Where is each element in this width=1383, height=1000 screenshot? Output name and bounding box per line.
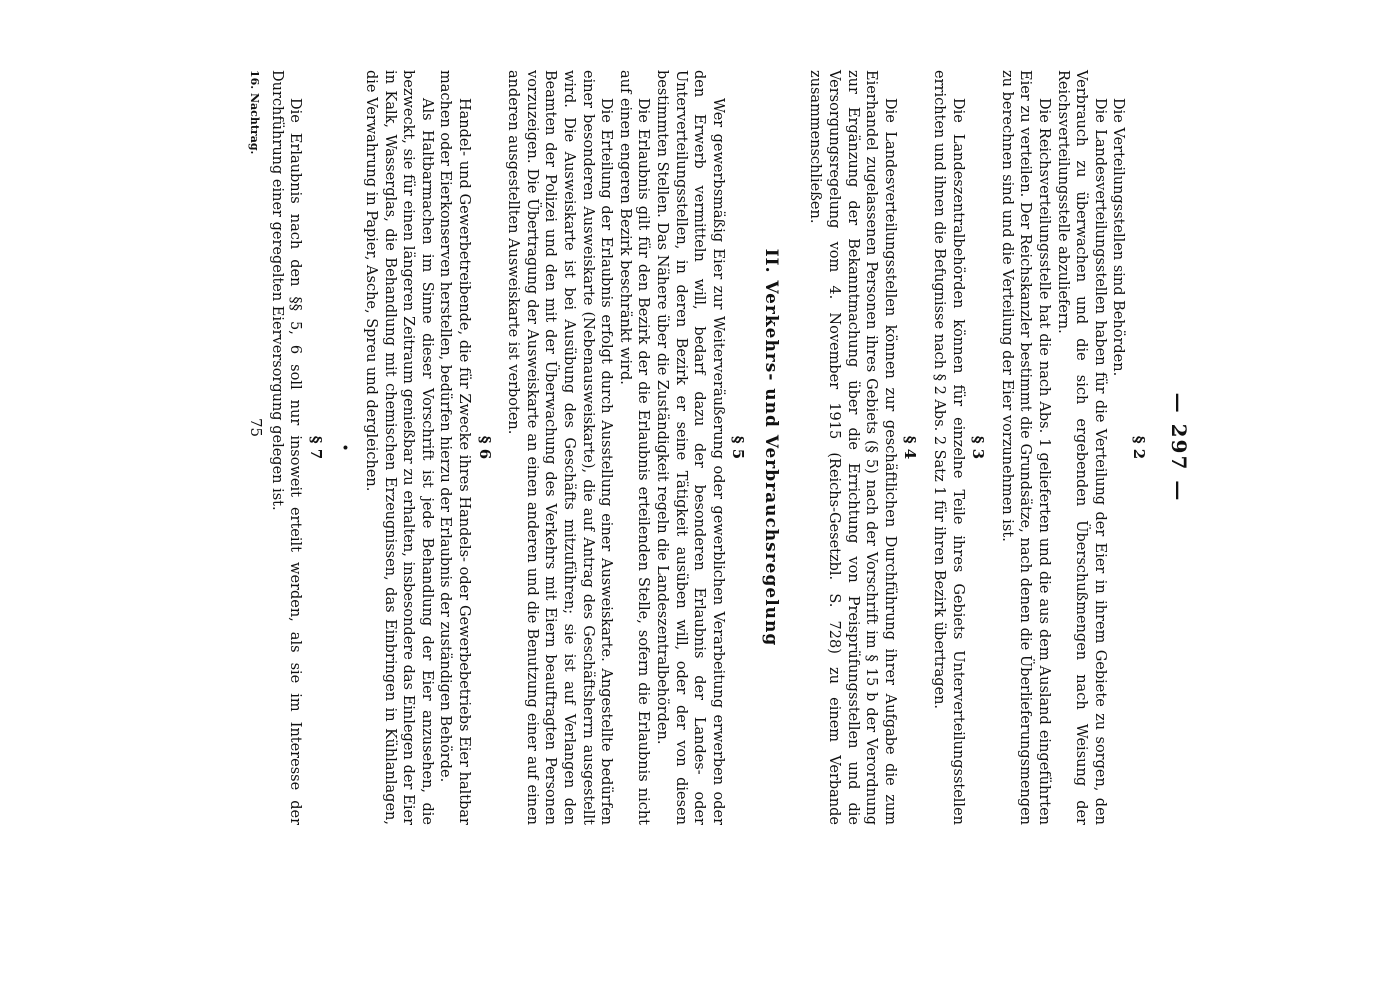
page-footer bbox=[241, 70, 266, 825]
section-3-paragraph-1: Die Landeszentralbehörden können für einzelne Teile ihres Gebiets Unterverteilungsstellen errichten und ihnen die Befugnisse nach § 2 Abs. 2 Satz 1 für ihren Bezirk übertragen. bbox=[931, 70, 966, 825]
section-title-7: § 7 bbox=[306, 435, 325, 460]
footer-supplement-label: 16. Nachtrag. bbox=[248, 70, 262, 155]
section-4-paragraph-1: Die Landesverteilungsstellen können zur geschäftlichen Durchführung ihrer Aufgabe die zum Eierhandel zugelassenen Personen ihres Gebiets (§ 5) nach der Vorschrift im § 15 b der Verordnung zur Ergänzung der Bekanntmachung über die Errichtung von Preisprüfungsstellen und die Versorgungsregelung vom 4. November 1915 (Reichs-Gesetzbl. S. 728) zu einem Verbande zusammenschließen. bbox=[807, 70, 898, 825]
section-6-paragraph-2: Als Haltbarmachen im Sinne dieser Vorschrift ist jede Behandlung der Eier anzusehen, die bezweckt, sie für einen längeren Zeitraum genießbar zu erhalten, insbesondere das Einlegen der Eier in Kalk, Wasserglas, die Behandlung mit chemischen Erzeugnissen, das Einbringen in Kühlanlagen, die Verwahrung in Papier, Asche, Spreu und dergleichen. bbox=[363, 70, 435, 825]
digitization-credit bbox=[8, 0, 19, 240]
section-5-paragraph-2: Die Erlaubnis gilt für den Bezirk der die Erlaubnis erteilenden Stelle, sofern die Erlaubnis nicht auf einen engeren Bezirk beschränkt wird. bbox=[616, 70, 652, 825]
section-title-3: § 3 bbox=[969, 435, 988, 460]
section-title-4: § 4 bbox=[901, 435, 920, 460]
page-number: — 297 — bbox=[1167, 392, 1191, 503]
section-6-paragraph-1: Handel- und Gewerbetreibende, die für Zwecke ihres Handels- oder Gewerbebetriebs Eier haltbar machen oder Eierkonserven herstellen, bedürfen hierzu der Erlaubnis der zuständigen Behörde. bbox=[437, 70, 472, 825]
chapter-heading: II. Verkehrs- und Verbrauchsregelung bbox=[760, 248, 781, 647]
document-body bbox=[241, 70, 1191, 825]
section-5-paragraph-3: Die Erteilung der Erlaubnis erfolgt durch Ausstellung einer Ausweiskarte. Angestellte bedürfen einer besonderen Ausweiskarte (Nebenausweiskarte), die auf Antrag des Geschäftsherrn ausgestellt wird. Die Ausweiskarte ist bei Ausübung des Geschäfts mitzuführen; sie ist auf Verlangen den Beamten der Polizei und den mit der Überwachung des Verkehrs mit Eiern beauftragten Personen vorzuzeigen. Die Übertragung der Ausweiskarte an einen anderen und die Benutzung einer auf einen anderen ausgestellten Ausweiskarte ist verboten. bbox=[505, 70, 615, 825]
footer-sheet-number: 75 bbox=[247, 418, 266, 438]
section-title-6: § 6 bbox=[475, 435, 494, 460]
section-title-2: § 2 bbox=[1130, 435, 1148, 460]
ornament-dot: • bbox=[336, 443, 353, 452]
section-2-paragraph-3: Die Reichsverteilungsstelle hat die nach Abs. 1 gelieferten und die aus dem Ausland eingeführten Eier zu verteilen. Der Reichskanzler bestimmt die Grundsätze, nach denen die Überlieferungsmengen zu berechnen sind und die Verteilung der Eier vorzunehmen ist. bbox=[998, 70, 1053, 825]
section-7-paragraph-1: Die Erlaubnis nach den §§ 5, 6 soll nur insoweit erteilt werden, als sie im Interesse der Durchführung einer geregelten Eierversorgung gelegen ist. bbox=[268, 70, 304, 825]
section-2-paragraph-2: Die Landesverteilungsstellen haben für die Verteilung der Eier in ihrem Gebiete zu sorgen, den Verbrauch zu überwachen und die sich ergebenden Überschußmengen nach Weisung der Reichsverteilungsstelle abzuliefern. bbox=[1054, 70, 1108, 825]
section-5-paragraph-1: Wer gewerbsmäßig Eier zur Weiterveräußerung oder gewerblichen Verarbeitung erwerben oder den Erwerb vermitteln will, bedarf dazu der besonderen Erlaubnis der Landes- oder Unterverteilungsstellen, in deren Bezirk er seine Tätigkeit ausüben will, oder der von diesen bestimmten Stellen. Das Nähere über die Zuständigkeit regeln die Landeszentralbehörden. bbox=[653, 70, 726, 825]
section-2-paragraph-1: Die Verteilungsstellen sind Behörden. bbox=[1110, 98, 1127, 377]
section-title-5: § 5 bbox=[729, 435, 748, 460]
